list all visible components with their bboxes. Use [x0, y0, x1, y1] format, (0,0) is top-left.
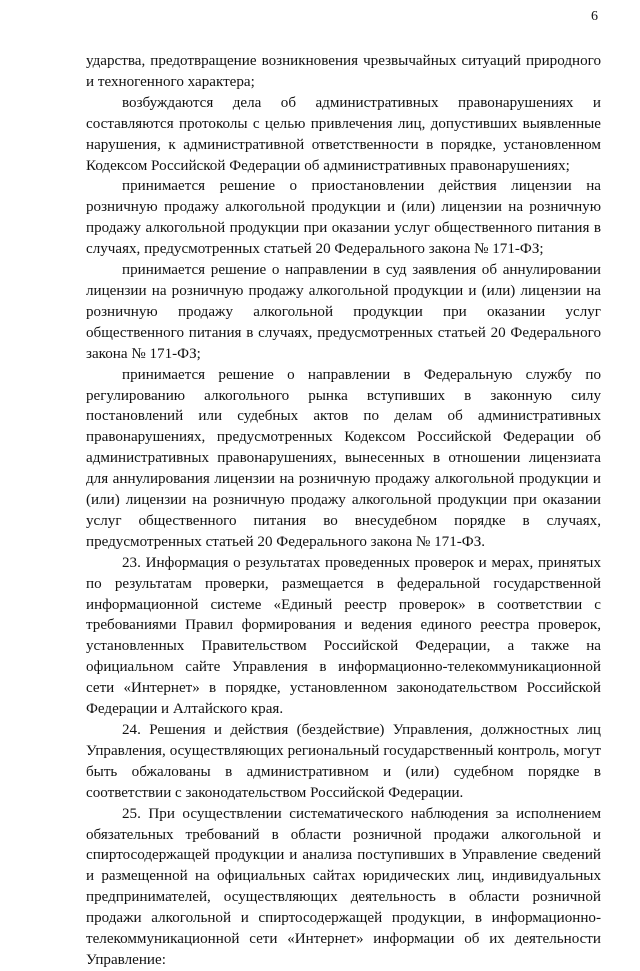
paragraph-license-suspension: принимается решение о приостановлении действия лицензии на розничную продажу алкогольной продукции и (или) лицензии на розничную продажу алкогольной продукции при оказании услуг общественного питания в случаях, предусмотренных статьей 20 Федерального закона № 171-ФЗ;	[86, 178, 601, 258]
paragraph-license-annulment-court: принимается решение о направлении в суд заявления об аннулировании лицензии на розничную продажу алкогольной продукции и (или) лицензии на розничную продажу алкогольной продукции при оказании услуг общественного питания в случаях, предусмотренных статьей 20 Федерального закона № 171-ФЗ;	[86, 262, 601, 362]
paragraph-continuation: ударства, предотвращение возникновения чрезвычайных ситуаций природного и техногенного характера;	[86, 53, 601, 90]
paragraph-clause-23: 23. Информация о результатах проведенных проверок и мерах, принятых по результатам проверки, размещается в федеральной государственной информационной системе «Единый реестр проверок» в соответствии с требованиями Правил формирования и ведения единого реестра проверок, установленных Правительством Российской Федерации, а также на официальном сайте Управления в информационно-телекоммуникационной сети «Интернет» в порядке, установленном законодательством Российской Федерации и Алтайского края.	[86, 554, 601, 718]
document-body	[86, 51, 601, 971]
paragraph-clause-24: 24. Решения и действия (бездействие) Управления, должностных лиц Управления, осуществляющих региональный государственный контроль, могут быть обжалованы в административном и (или) судебном порядке в соответствии с законодательством Российской Федерации.	[86, 722, 601, 801]
page-number: 6	[591, 9, 598, 24]
paragraph-administrative-cases: возбуждаются дела об административных правонарушениях и составляются протоколы с целью привлечения лиц, допустивших выявленные нарушения, к административной ответственности в порядке, установленном Кодексом Российской Федерации об административных правонарушениях;	[86, 94, 601, 174]
paragraph-federal-service-referral: принимается решение о направлении в Федеральную службу по регулированию алкогольного рынка вступивших в законную силу постановлений или судебных актов по делам об административных правонарушениях, предусмотренных Кодексом Российской Федерации об административных правонарушениях, вынесенных в отношении лицензиата для аннулирования лицензии на розничную продажу алкогольной продукции и (или) лицензии на розничную продажу алкогольной продукции при оказании услуг общественного питания во внесудебном порядке в случаях, предусмотренных статьей 20 Федерального закона № 171-ФЗ.	[86, 366, 601, 550]
paragraph-clause-25: 25. При осуществлении систематического наблюдения за исполнением обязательных требований в области розничной продажи алкогольной и спиртосодержащей продукции и анализа поступивших в Управление сведений и размещенной на официальных сайтах юридических лиц, индивидуальных предпринимателей, осуществляющих деятельность в области розничной продажи алкогольной и спиртосодержащей продукции, в информационно-телекоммуникационной сети «Интернет» информации об их деятельности Управление:	[86, 805, 601, 968]
